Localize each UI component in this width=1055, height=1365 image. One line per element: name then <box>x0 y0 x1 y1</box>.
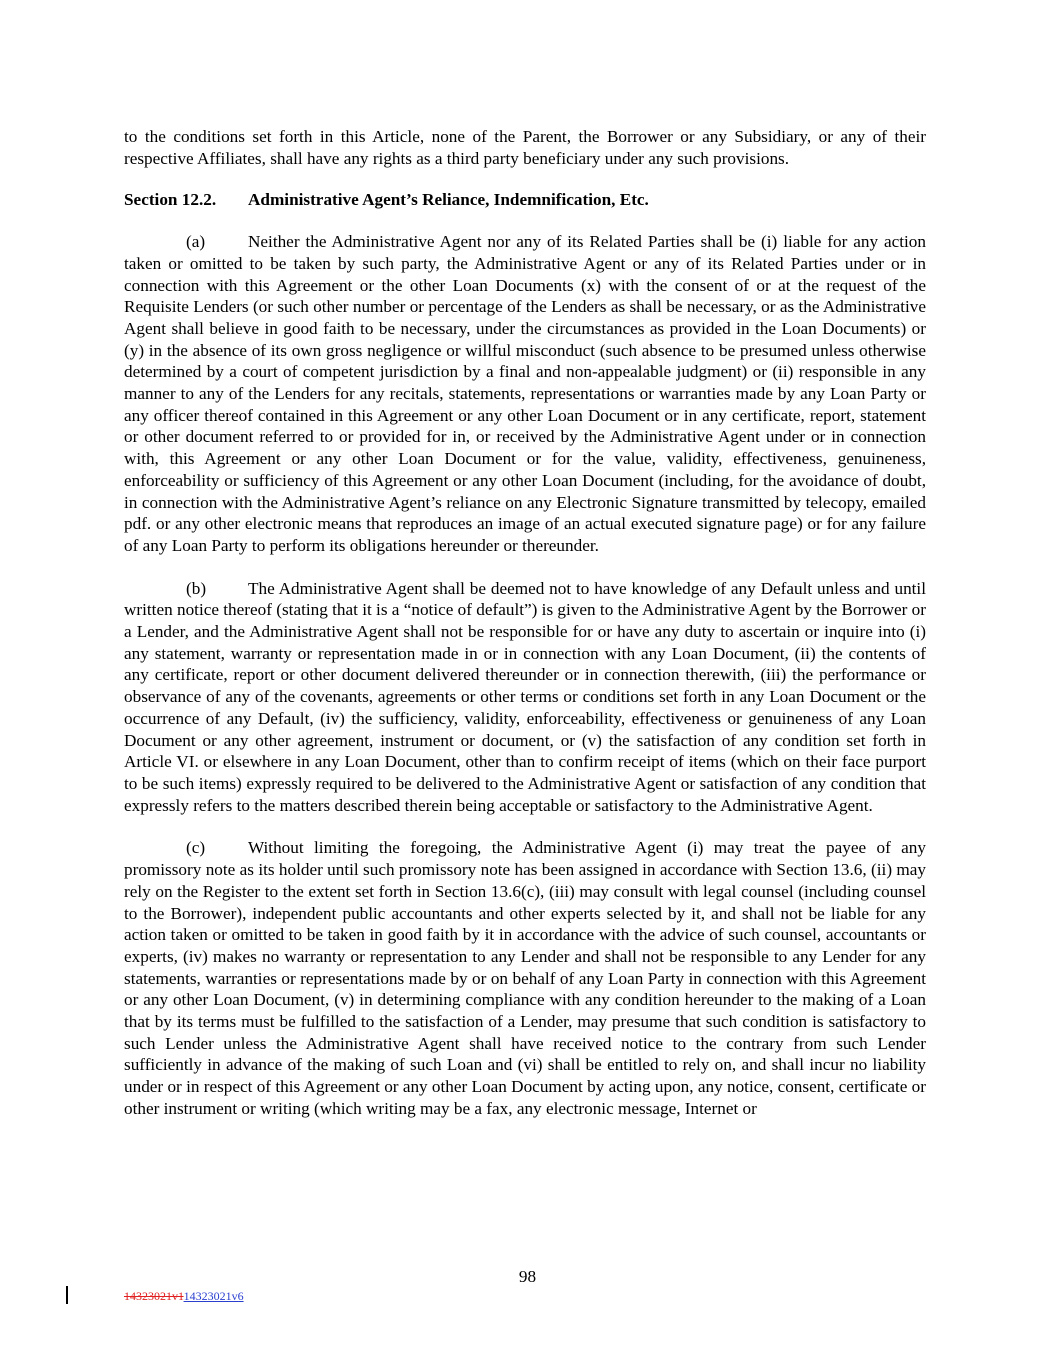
page-number: 98 <box>518 1267 537 1286</box>
section-title: Administrative Agent’s Reliance, Indemnification, Etc. <box>248 190 649 210</box>
document-id-inserted: 14323021v6 <box>183 1289 244 1303</box>
revision-change-bar <box>66 1286 68 1304</box>
clause-a <box>124 231 926 557</box>
document-id-deleted: 14323021v1 <box>124 1289 184 1303</box>
clause-text: Neither the Administrative Agent nor any of its Related Parties shall be (i) liable for any action taken or omitted to be taken by such party, the Administrative Agent or any of its Related Parties under or in connection with this Agreement or the other Loan Documents (x) with the consent of or at the request of the Requisite Lenders (or such other number or percentage of the Lenders as shall be necessary, or as the Administrative Agent shall believe in good faith to be necessary, under the circumstances as provided in the Loan Documents) or (y) in the absence of its own gross negligence or willful misconduct (such absence to be presumed unless otherwise determined by a court of competent jurisdiction by a final and non-appealable judgment) or (ii) responsible in any manner to any of the Lenders for any recitals, statements, representations or warranties made by any Loan Party or any officer thereof contained in this Agreement or any other Loan Document or in any certificate, report, statement or other document referred to or provided for in, or received by the Administrative Agent under or in connection with, this Agreement or any other Loan Document or for the value, validity, effectiveness, genuineness, enforceability or sufficiency of this Agreement or any other Loan Document (including, for the avoidance of doubt, in connection with the Administrative Agent’s reliance on any Electronic Signature transmitted by telecopy, emailed pdf. or any other electronic means that reproduces an image of an actual executed signature page) or for any failure of any Loan Party to perform its obligations hereunder or thereunder. <box>124 232 926 555</box>
clause-marker: (c) <box>186 838 206 858</box>
clause-marker: (b) <box>186 578 207 598</box>
intro-paragraph: to the conditions set forth in this Article, none of the Parent, the Borrower or any Subsidiary, or any of their respective Affiliates, shall have any rights as a third party beneficiary under any such provisions. <box>124 127 926 168</box>
clause-text: Without limiting the foregoing, the Administrative Agent (i) may treat the payee of any promissory note as its holder until such promissory note has been assigned in accordance with Section 13.6, (ii) may rely on the Register to the extent set forth in Section 13.6(c), (iii) may consult with legal counsel (including counsel to the Borrower), independent public accountants and other experts selected by it, and shall not be liable for any action taken or omitted to be taken in good faith by it in accordance with the advice of such counsel, accountants or experts, (iv) makes no warranty or representation to any Lender and shall not be responsible to any Lender for any statements, warranties or representations made by or on behalf of any Loan Party in connection with this Agreement or any other Loan Document, (v) in determining compliance with any condition hereunder to the making of a Loan that by its terms must be fulfilled to the satisfaction of a Lender, may presume that such condition is satisfactory to such Lender unless the Administrative Agent shall have received notice to the contrary from such Lender sufficiently in advance of the making of such Loan and (vi) shall be entitled to rely on, and shall incur no liability under or in respect of this Agreement or any other Loan Document by acting upon, any notice, consent, certificate or other instrument or writing (which writing may be a fax, any electronic message, Internet or <box>124 838 926 1118</box>
document-body <box>124 126 926 1141</box>
document-id <box>124 1289 244 1303</box>
section-number: Section 12.2. <box>124 190 217 210</box>
section-heading <box>124 189 926 211</box>
clause-b <box>124 578 926 817</box>
clause-c <box>124 837 926 1119</box>
clause-text: The Administrative Agent shall be deemed not to have knowledge of any Default unless and until written notice thereof (stating that it is a “notice of default”) is given to the Administrative Agent by the Borrower or a Lender, and the Administrative Agent shall not be responsible for or have any duty to ascertain or inquire into (i) any statement, warranty or representation made in or in connection with any Loan Document, (ii) the contents of any certificate, report or other document delivered thereunder or in connection therewith, (iii) the performance or observance of any of the covenants, agreements or other terms or conditions set forth in any Loan Document or the occurrence of any Default, (iv) the sufficiency, validity, enforceability, effectiveness or genuineness of any Loan Document or any other agreement, instrument or document, or (v) the satisfaction of any condition set forth in Article VI. or elsewhere in any Loan Document, other than to confirm receipt of items (which on their face purport to be such items) expressly required to be delivered to the Administrative Agent or satisfaction of any condition that expressly refers to the matters described therein being acceptable or satisfactory to the Administrative Agent. <box>124 578 926 815</box>
clause-marker: (a) <box>186 232 206 252</box>
